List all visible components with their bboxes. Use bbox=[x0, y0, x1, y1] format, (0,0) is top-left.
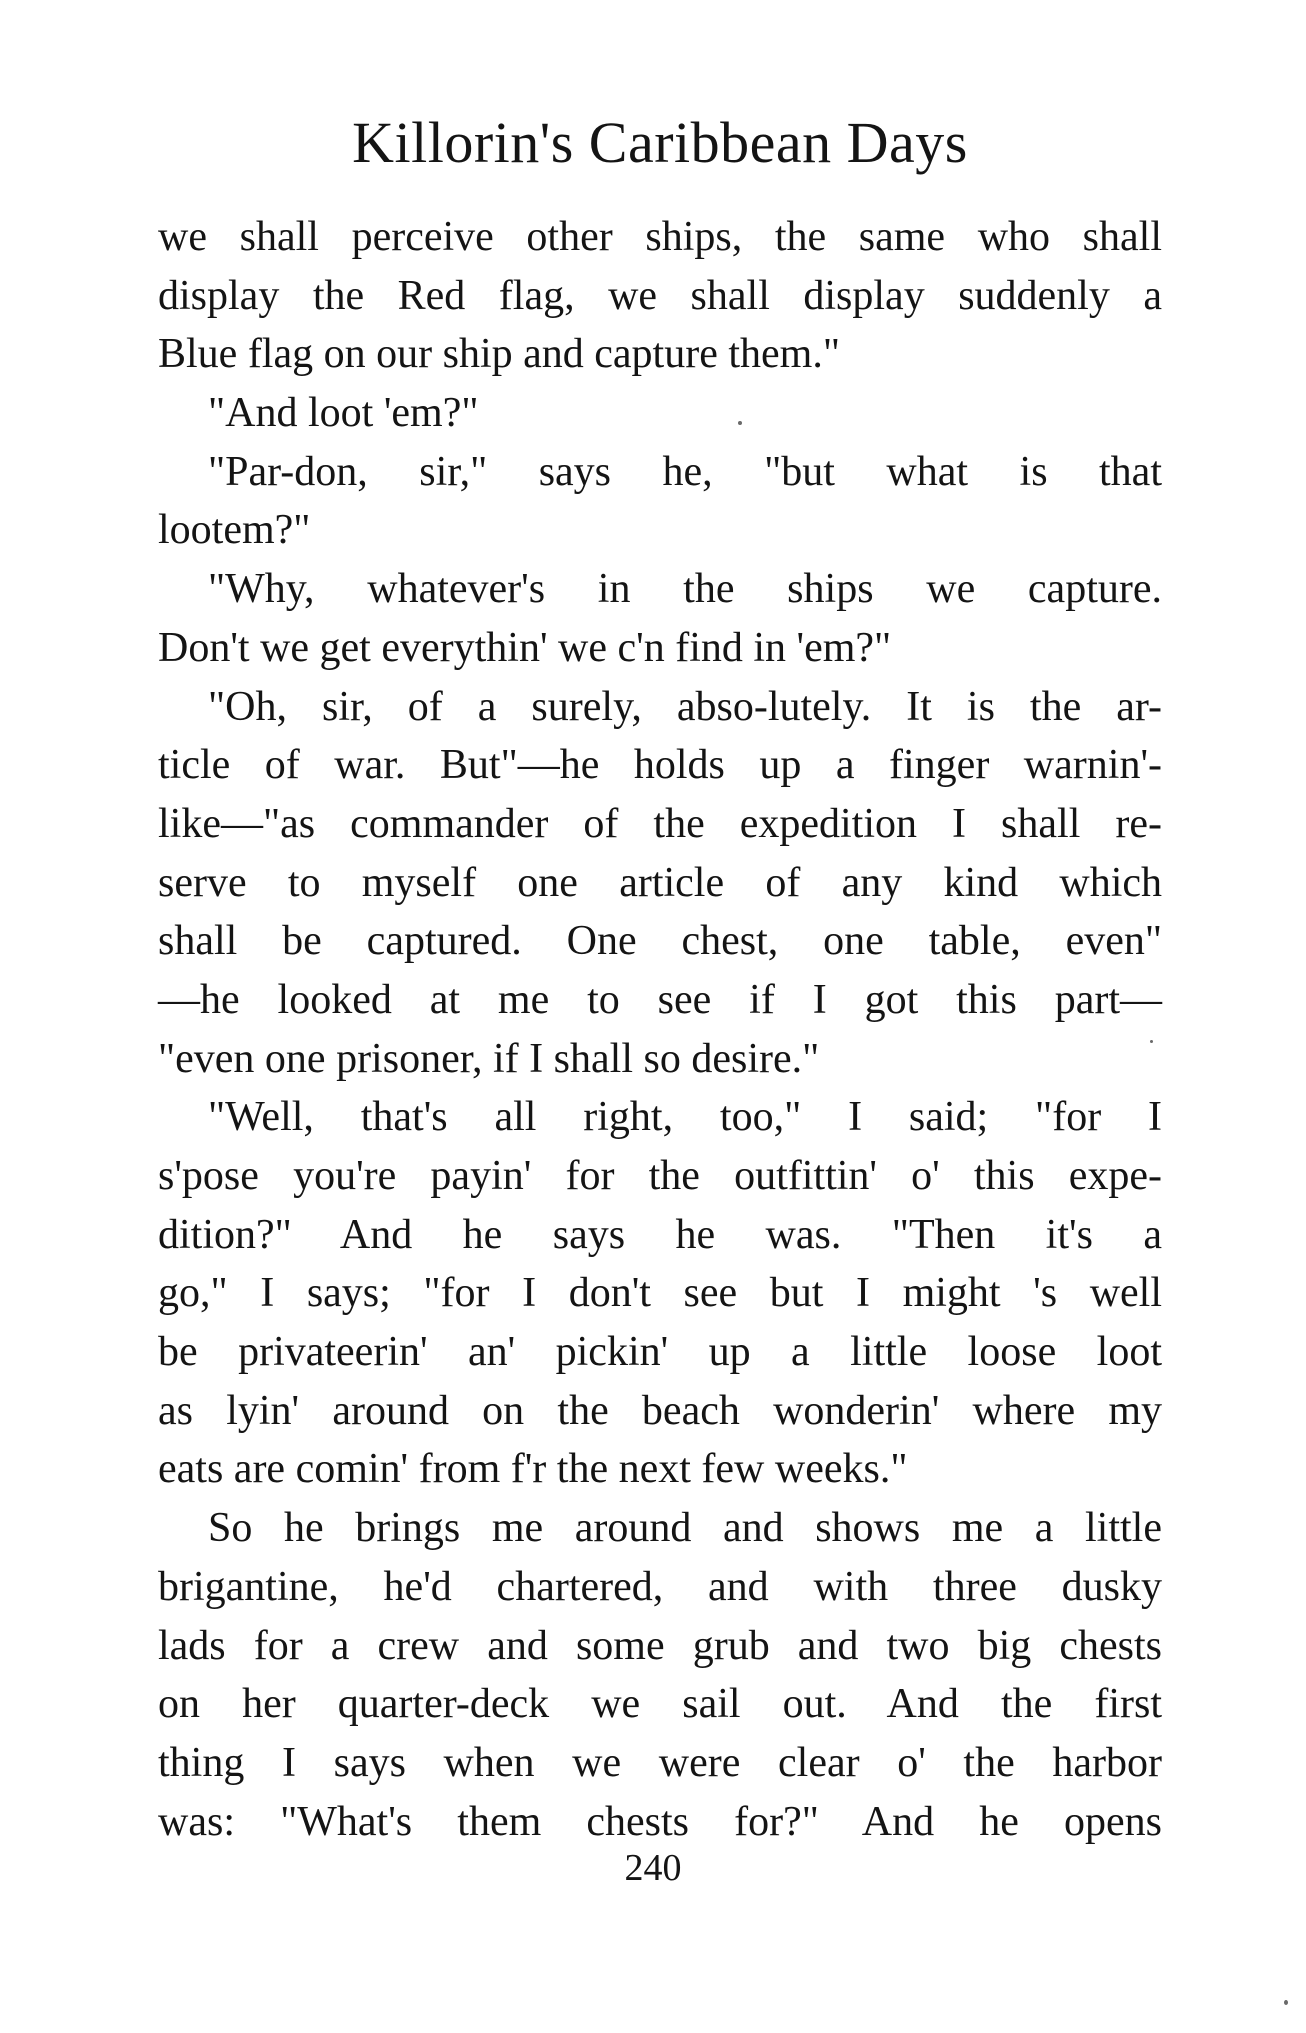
text-line: "even one prisoner, if I shall so desire." bbox=[158, 1035, 820, 1082]
running-head: Killorin's Caribbean Days bbox=[352, 110, 968, 175]
print-speck bbox=[1284, 2000, 1288, 2005]
text-line: as lyin' around on the beach wonderin' where my bbox=[158, 1387, 1162, 1434]
text-line: So he brings me around and shows me a little bbox=[208, 1505, 1162, 1552]
text-line: on her quarter-deck we sail out. And the first bbox=[158, 1681, 1162, 1728]
text-line: serve to myself one article of any kind which bbox=[158, 859, 1162, 906]
print-speck bbox=[1150, 1040, 1153, 1043]
text-line: eats are comin' from f'r the next few weeks." bbox=[158, 1446, 908, 1493]
print-speck bbox=[738, 421, 742, 425]
text-line: be privateerin' an' pickin' up a little loose loot bbox=[158, 1329, 1162, 1376]
page-number: 240 bbox=[624, 1847, 682, 1889]
text-line: lads for a crew and some grub and two big chests bbox=[158, 1622, 1162, 1669]
body-text bbox=[158, 208, 1162, 1851]
text-line: Don't we get everythin' we c'n find in 'em?" bbox=[158, 624, 892, 671]
text-line: "Oh, sir, of a surely, abso-lutely. It is the ar- bbox=[208, 683, 1162, 730]
text-line: shall be captured. One chest, one table, even" bbox=[158, 918, 1162, 965]
text-line: go," I says; "for I don't see but I might 's well bbox=[158, 1270, 1162, 1317]
text-line: "Why, whatever's in the ships we capture. bbox=[208, 566, 1162, 613]
text-line: thing I says when we were clear o' the harbor bbox=[158, 1739, 1162, 1786]
text-line: dition?" And he says he was. "Then it's a bbox=[158, 1211, 1162, 1258]
text-line: Blue flag on our ship and capture them." bbox=[158, 331, 840, 378]
text-line: "Well, that's all right, too," I said; "for I bbox=[208, 1094, 1162, 1141]
text-line: brigantine, he'd chartered, and with three dusky bbox=[158, 1563, 1162, 1610]
text-line: lootem?" bbox=[158, 507, 311, 554]
text-line: was: "What's them chests for?" And he opens bbox=[158, 1798, 1162, 1845]
text-line: ticle of war. But"—he holds up a finger warnin'- bbox=[158, 742, 1162, 789]
text-line: like—"as commander of the expedition I shall re- bbox=[158, 800, 1162, 847]
text-line: we shall perceive other ships, the same who shall bbox=[158, 214, 1162, 260]
text-line: "And loot 'em?" bbox=[208, 390, 479, 437]
text-line: display the Red flag, we shall display suddenly a bbox=[158, 272, 1162, 319]
text-line: s'pose you're payin' for the outfittin' o' this expe- bbox=[158, 1153, 1162, 1199]
text-line: "Par-don, sir," says he, "but what is that bbox=[208, 448, 1162, 495]
text-line: —he looked at me to see if I got this part— bbox=[158, 976, 1162, 1023]
